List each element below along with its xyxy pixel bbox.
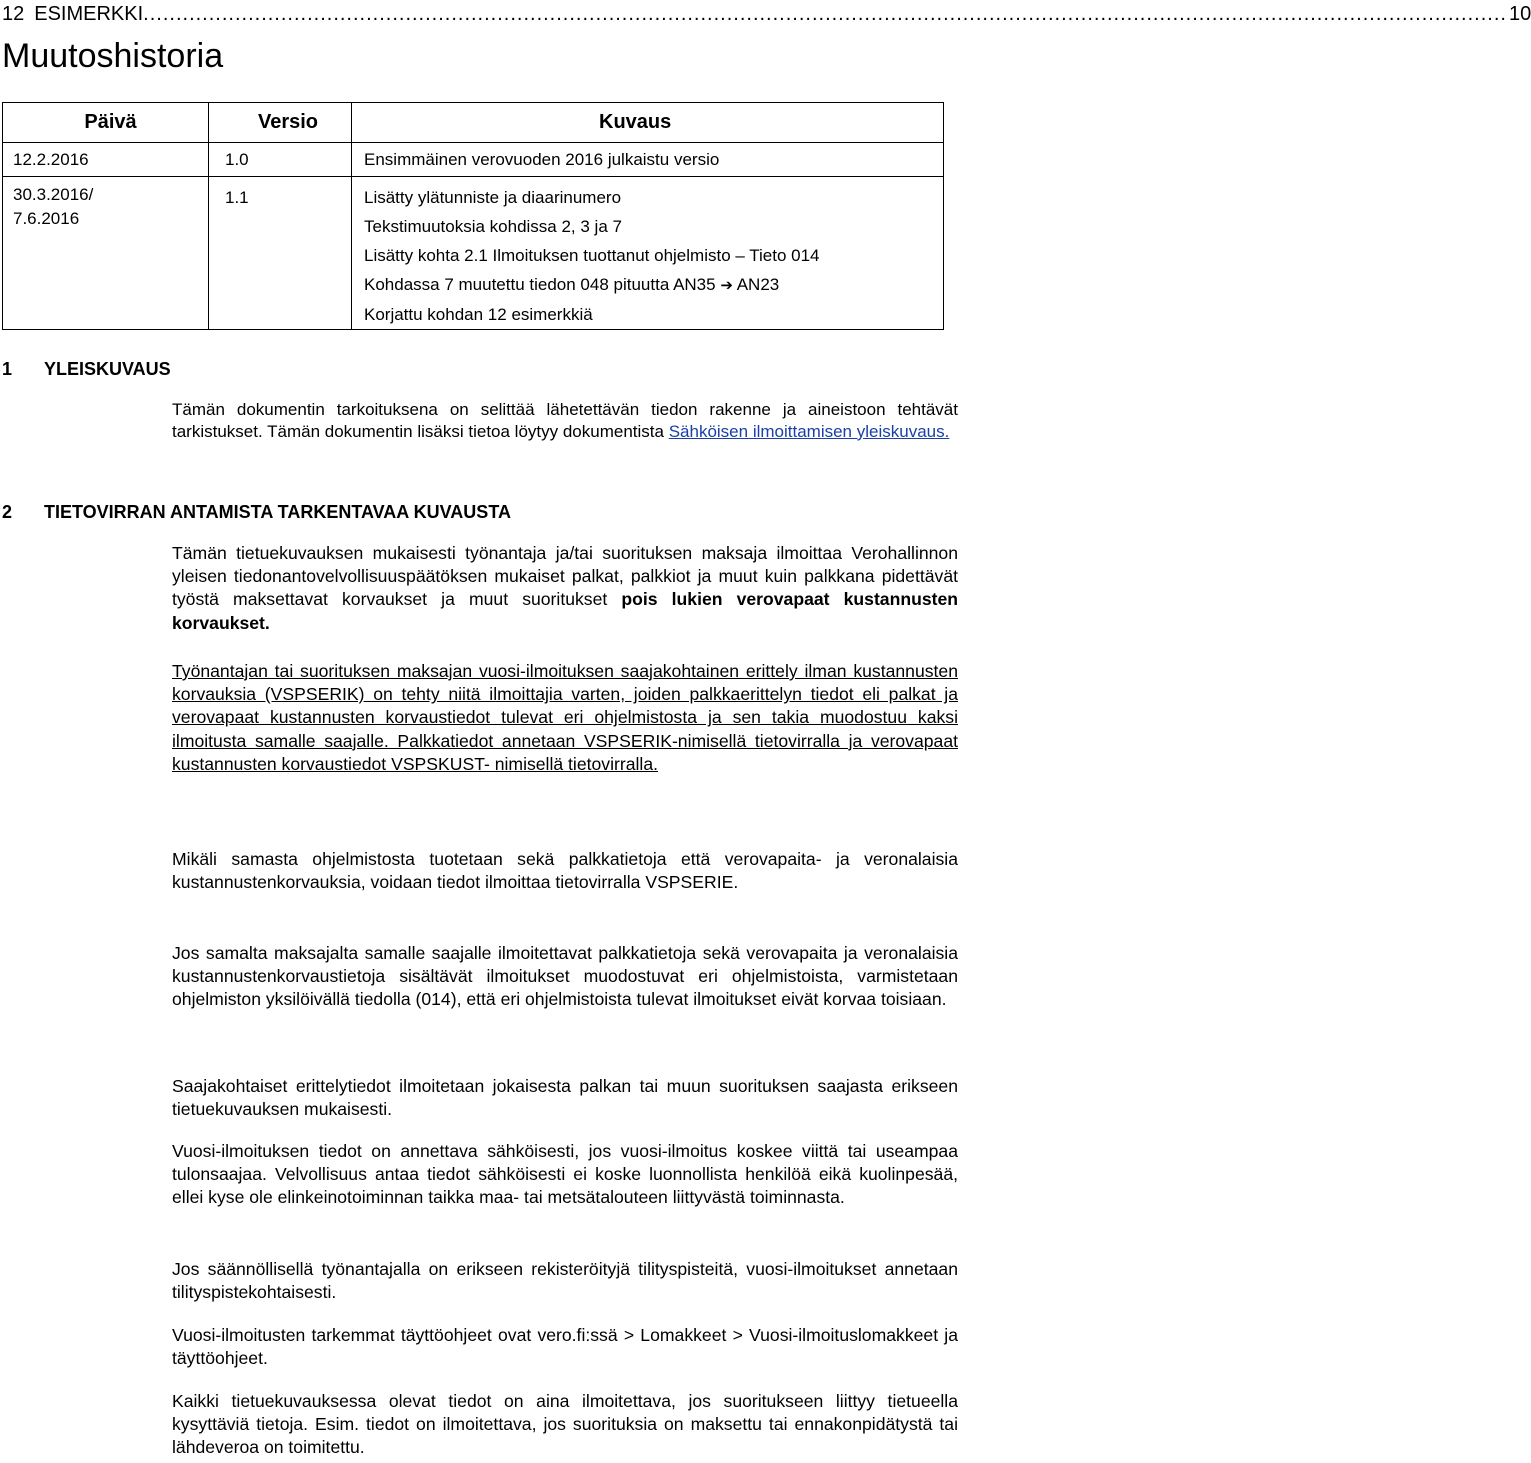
paragraph-text: Tämän dokumentin tarkoituksena on selittää lähetettävän tiedon rakenne ja aineistoon tehtävät tarkistukset. Tämän dokumentin lisäksi tietoa löytyy dokumentista bbox=[172, 400, 958, 441]
section-heading-1 bbox=[2, 358, 171, 380]
section1-paragraph bbox=[172, 399, 958, 442]
section-title: YLEISKUVAUS bbox=[44, 359, 171, 379]
toc-entry-page: 10 bbox=[1508, 3, 1531, 25]
overview-link[interactable]: Sähköisen ilmoittamisen yleiskuvaus. bbox=[668, 421, 950, 441]
description-line: Korjattu kohdan 12 esimerkkiä bbox=[364, 305, 593, 324]
toc-entry-number: 12 bbox=[2, 3, 25, 25]
description-text: AN23 bbox=[736, 275, 780, 294]
paragraph-7: Jos säännöllisellä työnantajalla on erikseen rekisteröityjä tilityspisteitä, vuosi-ilmoitukset annetaan tilityspistekohtaisesti. bbox=[172, 1259, 958, 1303]
paragraph-3: Mikäli samasta ohjelmistosta tuotetaan sekä palkkatietoja että verovapaita- ja veronalaisia kustannustenkorvauksia, voidaan tiedot ilmoittaa tietovirralla VSPSERIE. bbox=[172, 849, 958, 893]
description-line: Lisätty ylätunniste ja diaarinumero bbox=[364, 188, 622, 207]
header-description: Kuvaus bbox=[352, 103, 944, 143]
paragraph-text: Tämän tietuekuvauksen mukaisesti työnantaja ja/tai suorituksen maksaja ilmoittaa Verohallinnon yleisen tiedonantovelvollisuuspäätöksen mukaiset palkat, palkkiot ja muut kuin palkkana pidettävät työstä maksettavat korvaukset ja muut suoritukset bbox=[172, 543, 958, 610]
paragraph-bold-text: pois lukien verovapaat kustannusten korvaukset. bbox=[172, 589, 958, 633]
header-version: Versio bbox=[209, 103, 352, 143]
cell-date: 12.2.2016 bbox=[3, 143, 209, 177]
table-header-row bbox=[3, 103, 944, 143]
date-line: 30.3.2016/ bbox=[13, 185, 94, 204]
paragraph-2: Työnantajan tai suorituksen maksajan vuosi-ilmoituksen saajakohtainen erittely ilman kustannusten korvauksia (VSPSERIK) on tehty niitä ilmoittajia varten, joiden palkkaerittelyn tiedot eli palkat ja verovapaat kustannusten korvaustiedot tulevat eri ohjelmistosta ja sen takia muodostuu kaksi ilmoitusta samalle saajalle. Palkkatiedot annetaan VSPSERIK-nimisellä tietovirralla ja verovapaat kustannusten korvaustiedot VSPSKUST- nimisellä tietovirralla. bbox=[172, 661, 958, 774]
right-arrow-icon: ➔ bbox=[720, 276, 733, 294]
paragraph-4: Jos samalta maksajalta samalle saajalle ilmoitettavat palkkatietoja sekä verovapaita ja veronalaisia kustannustenkorvaustietoja sisältävät ilmoitukset muodostuvat eri ohjelmistoista, varmistetaan ohjelmiston yksilöivällä tiedolla (014), että eri ohjelmistoista tulevat ilmoitukset eivät korvaa toisiaan. bbox=[172, 943, 958, 1010]
paragraph-6: Vuosi-ilmoituksen tiedot on annettava sähköisesti, jos vuosi-ilmoitus koskee viittä tai useampaa tulonsaajaa. Velvollisuus antaa tiedot sähköisesti ei koske luonnollista henkilöä eikä kuolinpesää, ellei kyse ole elinkeinotoiminnan taikka maa- tai metsätalouteen liittyvästä toiminnasta. bbox=[172, 1141, 958, 1208]
paragraph-8: Vuosi-ilmoitusten tarkemmat täyttöohjeet ovat vero.fi:ssä > Lomakkeet > Vuosi-ilmoituslomakkeet ja täyttöohjeet. bbox=[172, 1325, 958, 1369]
section-title: TIETOVIRRAN ANTAMISTA TARKENTAVAA KUVAUSTA bbox=[44, 502, 511, 522]
header-date: Päivä bbox=[3, 103, 209, 143]
cell-description bbox=[352, 143, 944, 177]
description-line bbox=[364, 270, 943, 300]
paragraph-1 bbox=[172, 542, 958, 635]
cell-version: 1.0 bbox=[209, 143, 352, 177]
table-row bbox=[3, 177, 944, 330]
cell-version: 1.1 bbox=[209, 177, 352, 330]
cell-date bbox=[3, 177, 209, 330]
change-history-table bbox=[2, 102, 944, 330]
description-text: Kohdassa 7 muutettu tiedon 048 pituutta AN35 bbox=[364, 275, 716, 294]
paragraph-5: Saajakohtaiset erittelytiedot ilmoitetaan jokaisesta palkan tai muun suorituksen saajasta erikseen tietuekuvauksen mukaisesti. bbox=[172, 1076, 958, 1120]
toc-entry-title: ESIMERKKI bbox=[34, 3, 144, 25]
table-row bbox=[3, 143, 944, 177]
page-title: Muutoshistoria bbox=[2, 37, 224, 75]
section-number: 2 bbox=[2, 502, 13, 522]
toc-leader-dots: ................................................................................................................................................................................................................ bbox=[143, 3, 1507, 25]
section-heading-2 bbox=[2, 501, 511, 523]
description-line: Tekstimuutoksia kohdissa 2, 3 ja 7 bbox=[364, 217, 622, 236]
date-line: 7.6.2016 bbox=[13, 209, 80, 228]
description-line: Ensimmäinen verovuoden 2016 julkaistu versio bbox=[364, 150, 720, 169]
toc-entry[interactable] bbox=[2, 0, 1531, 26]
cell-description bbox=[352, 177, 944, 330]
section-number: 1 bbox=[2, 359, 13, 379]
description-line: Lisätty kohta 2.1 Ilmoituksen tuottanut ohjelmisto – Tieto 014 bbox=[364, 246, 820, 265]
paragraph-9: Kaikki tietuekuvauksessa olevat tiedot on aina ilmoitettava, jos suoritukseen liittyy tietueella kysyttäviä tietoja. Esim. tiedot on ilmoitettava, jos suorituksia on maksettu tai ennakonpidätystä tai lähdeveroa on toimitettu. bbox=[172, 1391, 958, 1458]
